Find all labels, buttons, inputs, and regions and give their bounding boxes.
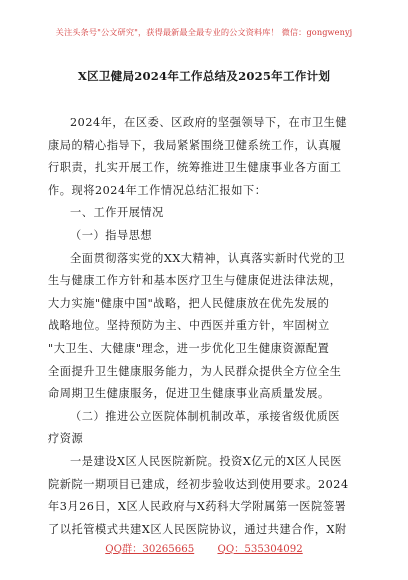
paragraph-line: 行职责，扎实开展工作，统筹推进卫生健康事业各方面工 xyxy=(48,161,342,175)
header-banner: 关注头条号"公文研究"，获得最新最全最专业的公文资料库！ 微信：gongwenyj xyxy=(55,27,353,37)
paragraph-line: "大卫生、大健康"理念，进一步优化卫生健康资源配置 xyxy=(48,341,330,355)
paragraph-line: 作。现将2024年工作情况总结汇报如下： xyxy=(48,183,267,197)
paragraph-line: 命周期卫生健康服务，促进卫生健康事业高质量发展。 xyxy=(48,387,330,401)
qq-group-number: QQ群：30265665 xyxy=(105,544,195,555)
section-heading: 一、工作开展情况 xyxy=(70,206,164,220)
document-title: X区卫健局2024年工作总结及2025年工作计划 xyxy=(77,69,331,83)
paragraph-line: 了以托管模式共建X区人民医院协议，通过共建合作，X附 xyxy=(48,522,347,536)
paragraph-line: 战略地位。坚持预防为主、中西医并重方针，牢固树立 xyxy=(48,319,330,333)
paragraph-line: 2024年，在区委、区政府的坚强领导下，在市卫生健 xyxy=(70,116,348,129)
subsection-heading: （二）推进公立医院体制机制改革，承接省级优质医 xyxy=(70,409,340,423)
paragraph-line: 康局的精心指导下，我局紧紧围绕卫健系统工作，认真履 xyxy=(48,138,342,152)
paragraph-line: 大力实施"健康中国"战略，把人民健康放在优先发展的 xyxy=(48,296,330,310)
qq-number: QQ：535304092 xyxy=(217,544,303,555)
paragraph-line: 院新院一期项目已建成，经初步验收达到使用要求。2024 xyxy=(48,477,349,491)
paragraph-line: 全面贯彻落实党的XX大精神，认真落实新时代党的卫 xyxy=(70,251,346,265)
footer-contact xyxy=(0,540,408,555)
document-body xyxy=(48,112,360,541)
paragraph-line: 全面提升卫生健康服务能力，为人民群众提供全方位全生 xyxy=(48,364,342,378)
paragraph-line: 生与健康工作方针和基本医疗卫生与健康促进法律法规， xyxy=(48,274,342,288)
subsection-heading: （一）指导思想 xyxy=(70,228,153,242)
paragraph-line: 一是建设X区人民医院新院。投资X亿元的X区人民医 xyxy=(70,454,343,468)
paragraph-line: 年3月26日，X区人民政府与X药科大学附属第一医院签署 xyxy=(48,500,347,514)
subsection-heading-cont: 疗资源 xyxy=(48,432,84,446)
